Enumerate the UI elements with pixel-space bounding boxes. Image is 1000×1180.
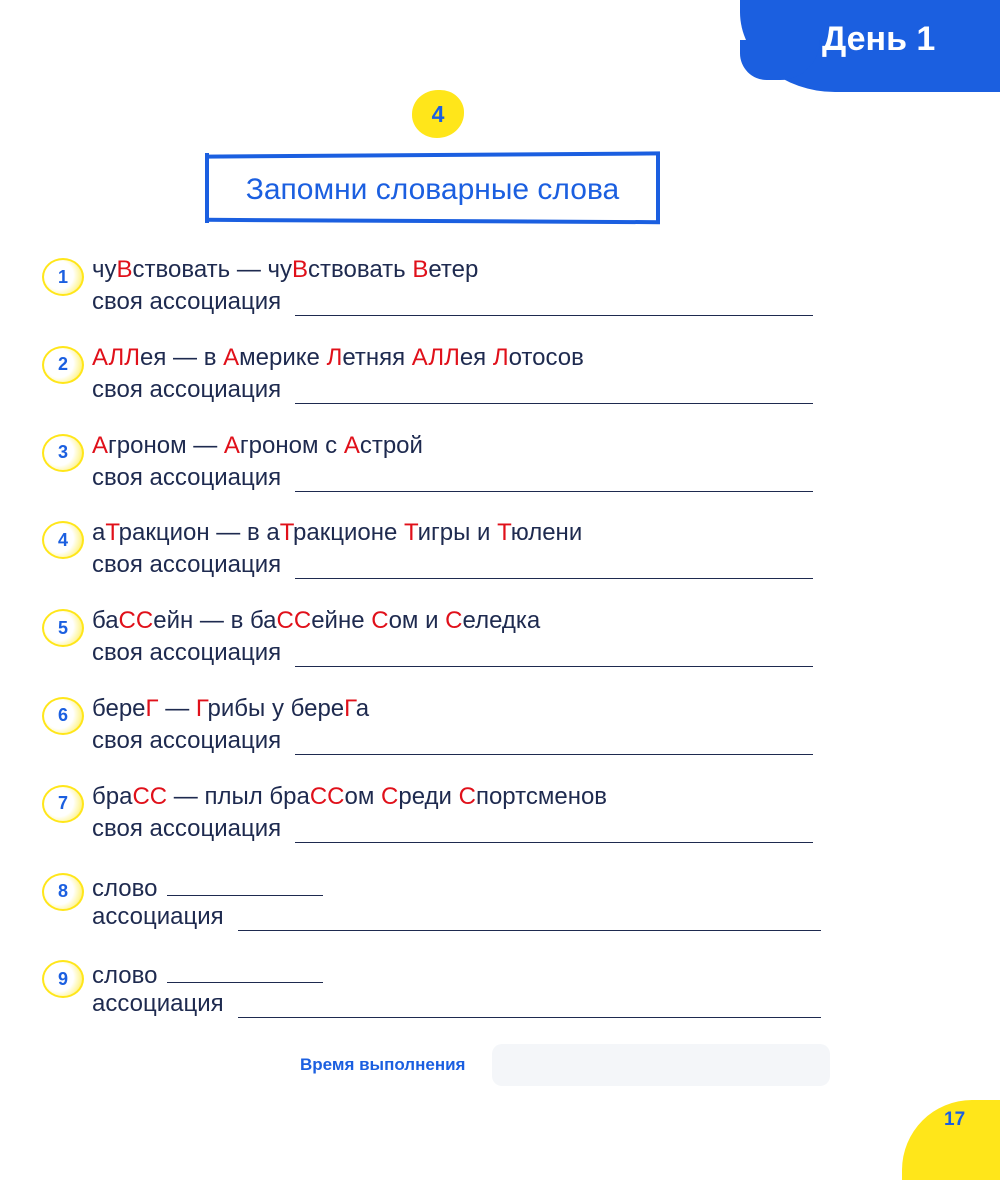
association-blank-line[interactable] [295,554,813,579]
word-blank-line[interactable] [167,958,323,983]
highlighted-letters: С [458,782,476,810]
association-line [92,376,813,404]
highlighted-letters: А [223,343,240,371]
word-mnemonic [92,432,423,460]
association-label: своя ассоциация [92,288,282,315]
mnemonic-text: ракцион — в а [118,519,280,547]
highlighted-letters: С [371,607,389,635]
task-number-badge: 4 [412,90,464,138]
highlighted-letters: СС [118,607,154,635]
mnemonic-text: мерике [239,343,327,371]
highlighted-letters: Т [105,519,119,547]
item-number-badge: 8 [42,873,84,911]
word-mnemonic [92,607,540,635]
highlighted-letters: А [92,431,109,459]
mnemonic-text: ом и [388,607,446,635]
item-number-badge: 4 [42,521,84,559]
association-line [92,903,821,931]
association-blank-line[interactable] [295,291,813,316]
item-number-badge: 3 [42,434,84,472]
association-label: ассоциация [92,990,224,1018]
mnemonic-text: ейн — в ба [153,607,277,635]
item-number-badge: 6 [42,697,84,735]
association-label: своя ассоциация [92,639,282,667]
mnemonic-text: рибы у бере [207,694,345,722]
mnemonic-text: юлени [510,519,583,547]
highlighted-letters: АЛЛ [411,343,460,371]
item-number-badge: 1 [42,258,84,296]
item-number-badge: 9 [42,960,84,998]
highlighted-letters: Т [497,519,511,547]
mnemonic-text: — [158,694,196,722]
association-line [92,464,813,492]
highlighted-letters: В [116,256,133,283]
association-line [92,288,813,316]
association-label: своя ассоциация [92,463,282,491]
mnemonic-text: — плыл бра [167,782,310,810]
association-label: своя ассоциация [92,551,282,579]
item-number-badge: 2 [42,346,84,384]
mnemonic-text: ствовать — чу [132,256,292,283]
highlighted-letters: Г [195,694,208,722]
highlighted-letters: АЛЛ [92,343,141,371]
mnemonic-text: чу [92,256,117,283]
highlighted-letters: СС [309,782,345,810]
highlighted-letters: Л [326,343,343,371]
association-blank-line[interactable] [295,730,813,755]
page-number: 17 [944,1109,966,1130]
mnemonic-text: бра [92,782,133,810]
association-blank-line[interactable] [295,818,813,843]
word-blank-line[interactable] [167,871,323,896]
mnemonic-text: ея — в [140,343,224,371]
task-title: Запомни словарные слова [245,173,620,206]
mnemonic-text: а [355,694,370,722]
highlighted-letters: С [445,607,463,635]
mnemonic-text: етняя [342,343,412,371]
association-blank-line[interactable] [295,642,813,667]
word-line [92,958,323,990]
association-label: ассоциация [92,902,224,930]
mnemonic-text: бере [92,694,146,722]
mnemonic-text: гроном с [239,431,344,459]
association-line [92,727,813,755]
word-label: слово [92,962,158,990]
word-mnemonic [92,344,584,372]
mnemonic-text: етер [428,256,479,283]
mnemonic-text: ом [344,782,382,810]
association-blank-line[interactable] [295,379,813,404]
highlighted-letters: Т [279,519,294,547]
word-mnemonic [92,256,478,284]
mnemonic-text: еледка [462,607,541,635]
association-line [92,815,813,843]
item-number-badge: 7 [42,785,84,823]
mnemonic-text: ея [459,343,493,371]
mnemonic-text: а [92,519,106,547]
mnemonic-text: ба [92,607,119,635]
highlighted-letters: А [343,431,360,459]
time-label: Время выполнения [300,1055,466,1074]
association-line [92,639,813,667]
mnemonic-text: строй [359,431,423,459]
title-frame [205,153,660,223]
word-mnemonic [92,783,607,811]
highlighted-letters: Л [492,343,509,371]
association-label: своя ассоциация [92,814,282,842]
highlighted-letters: Т [404,519,418,547]
highlighted-letters: Г [344,694,356,722]
association-blank-line[interactable] [295,467,813,492]
time-input-box[interactable] [492,1044,830,1086]
word-mnemonic [92,695,369,723]
mnemonic-text: ракционе [293,519,405,547]
highlighted-letters: С [381,782,399,810]
highlighted-letters: Г [145,694,159,722]
association-label: своя ассоциация [92,375,282,403]
mnemonic-text: игры и [417,519,498,547]
day-label: День 1 [822,20,936,58]
association-line [92,990,821,1018]
association-blank-line[interactable] [238,993,821,1018]
association-blank-line[interactable] [238,906,821,931]
association-line [92,551,813,579]
mnemonic-text: отосов [508,343,584,371]
mnemonic-text: гроном — [108,431,224,459]
word-line [92,871,323,903]
word-mnemonic [92,519,582,547]
mnemonic-text: портсменов [475,782,608,810]
highlighted-letters: СС [132,782,168,810]
highlighted-letters: СС [276,607,312,635]
mnemonic-text: ейне [311,607,372,635]
word-label: слово [92,874,158,902]
mnemonic-text: ствовать [308,256,413,283]
highlighted-letters: В [292,256,309,283]
item-number-badge: 5 [42,609,84,647]
association-label: своя ассоциация [92,726,282,754]
highlighted-letters: А [223,431,240,459]
mnemonic-text: реди [398,782,459,810]
highlighted-letters: В [412,256,429,283]
